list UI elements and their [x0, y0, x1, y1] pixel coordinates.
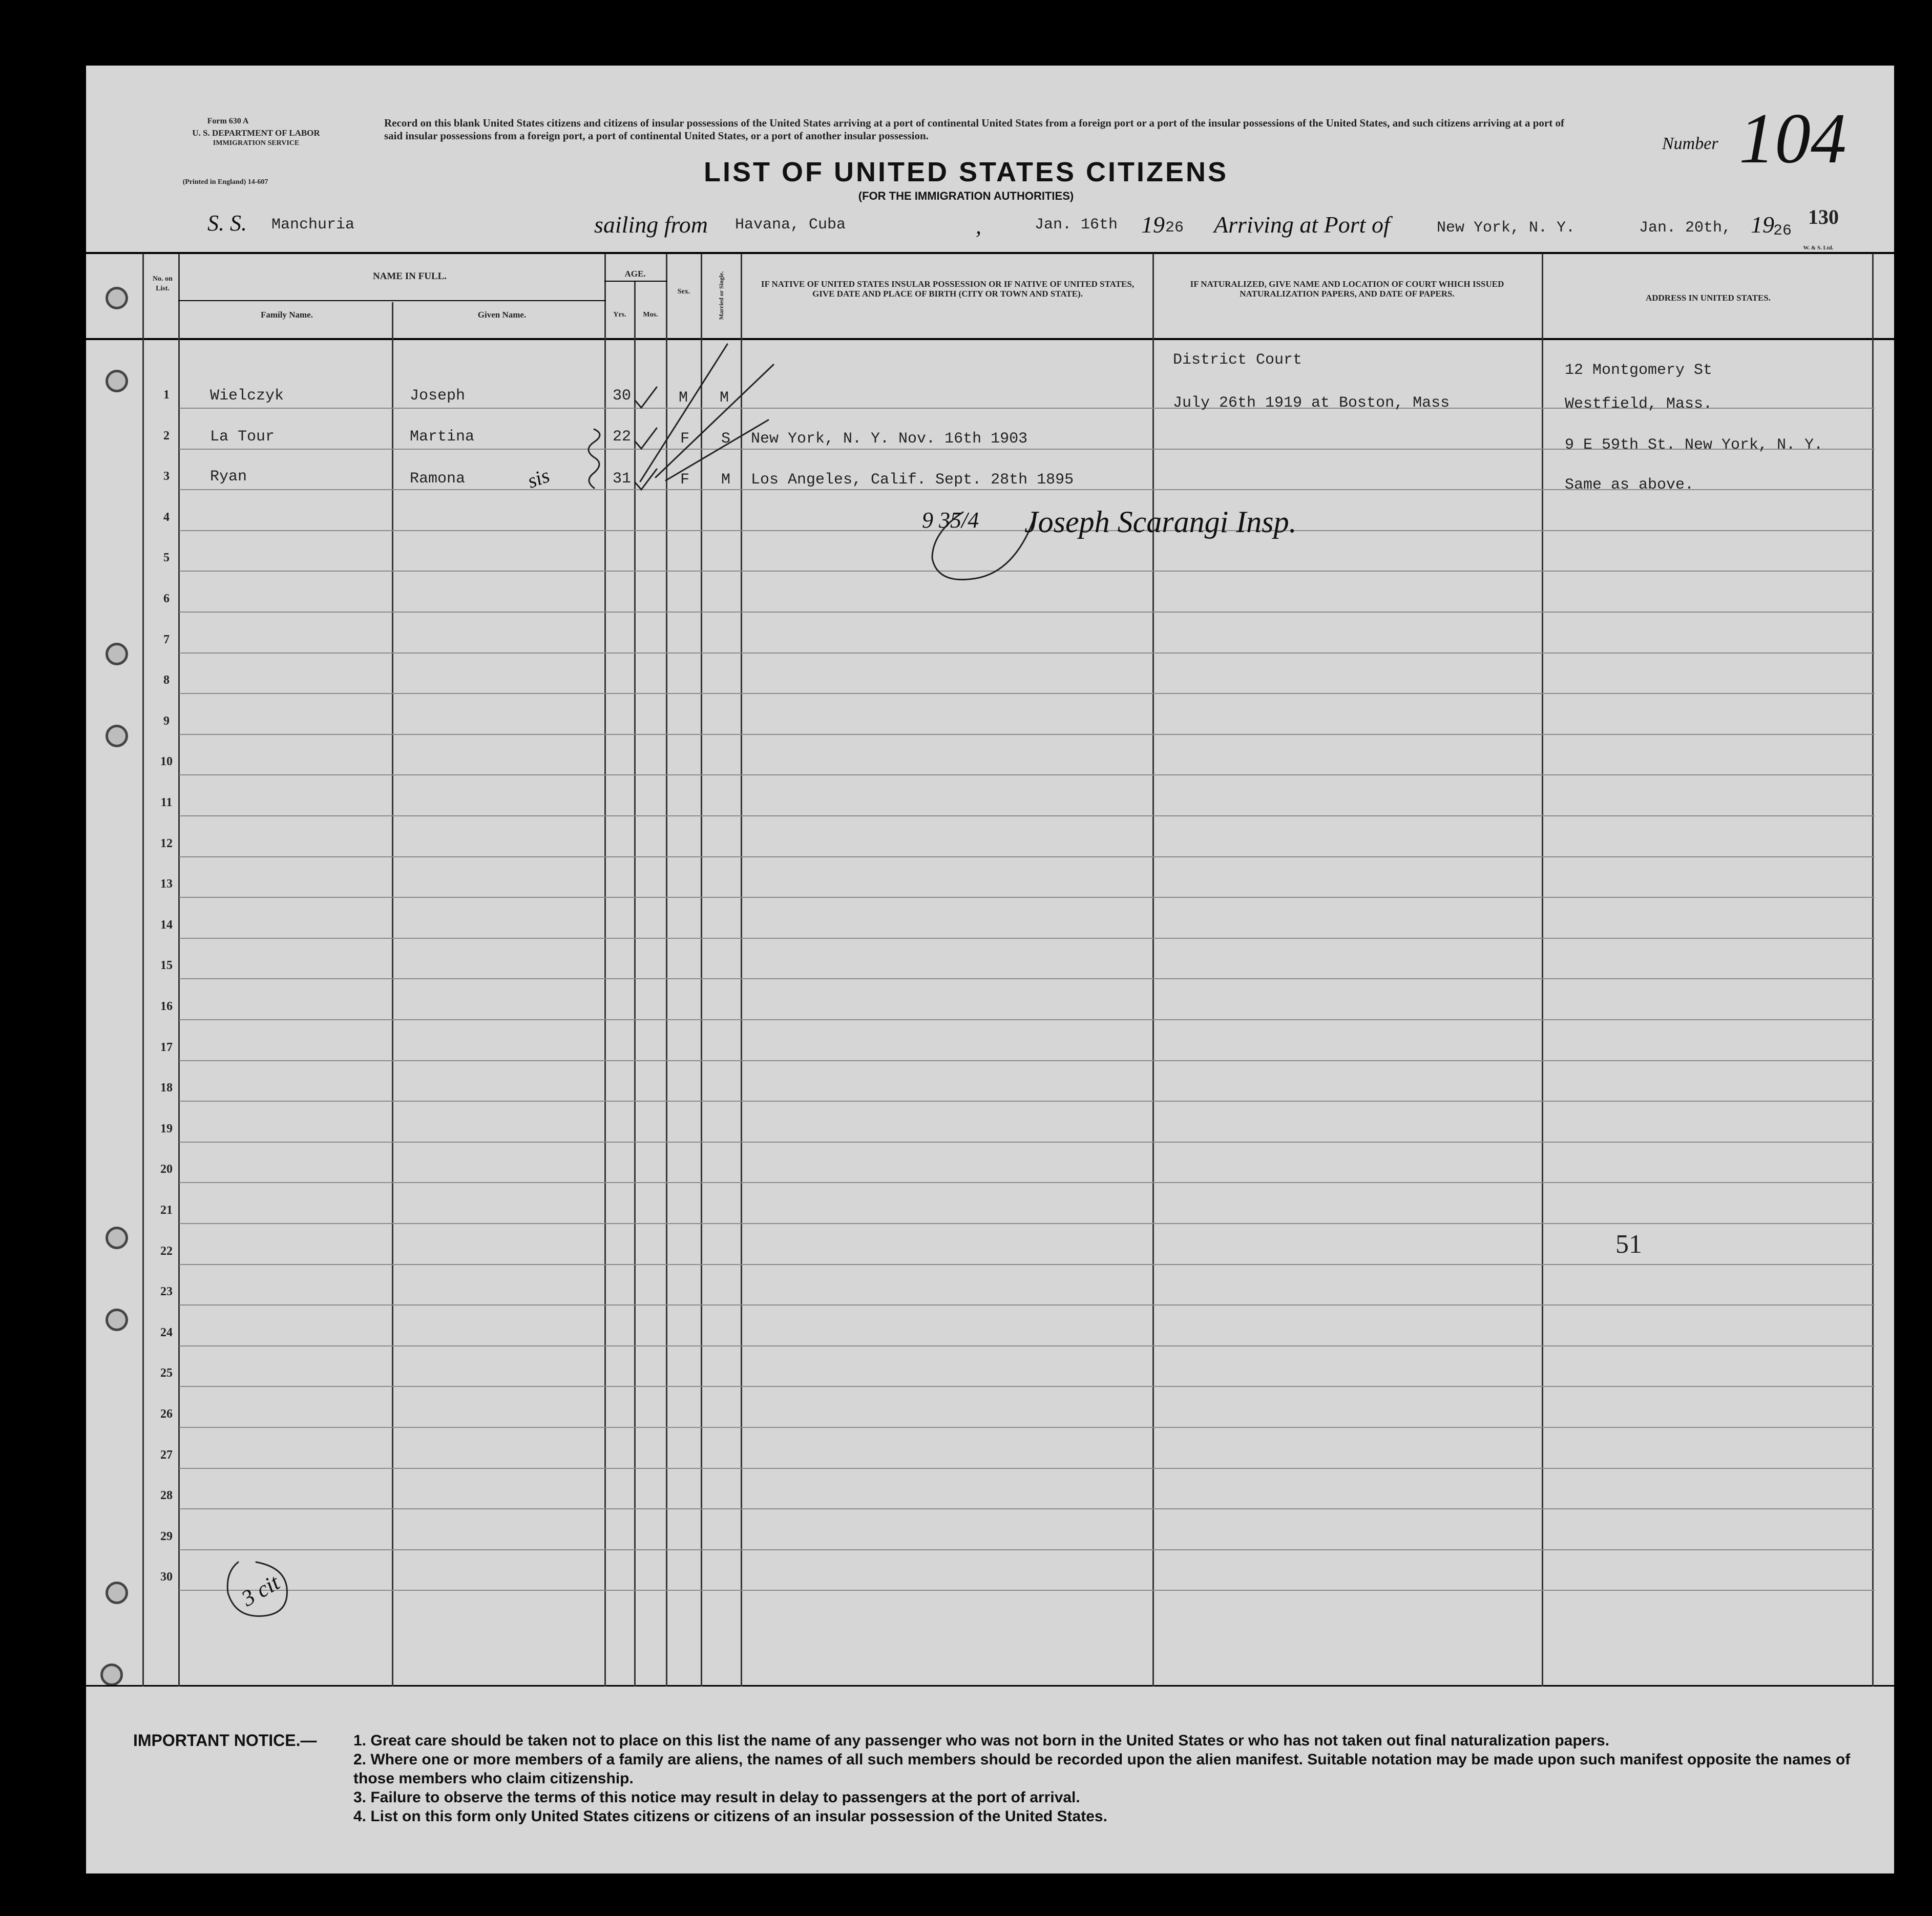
entry-1-yrs: 30: [613, 387, 632, 405]
row-number: 11: [160, 796, 173, 809]
row-number: 18: [160, 1081, 173, 1094]
ss-label: S. S.: [207, 210, 247, 236]
row-number: 3: [163, 470, 170, 483]
arrive-year: 26: [1773, 222, 1792, 240]
department: U. S. DEPARTMENT OF LABOR: [192, 128, 320, 138]
entry-1-married: M: [720, 389, 729, 407]
row-number: 13: [160, 877, 173, 891]
entry-3-given: Ramona: [410, 470, 466, 488]
col-header-given-name: Given Name.: [477, 310, 527, 320]
depart-year-prefix: 19: [1141, 212, 1165, 238]
row-number: 7: [163, 633, 170, 646]
entry-1-address-line1: 12 Montgomery St: [1565, 362, 1713, 379]
arrival-port: New York, N. Y.: [1437, 219, 1576, 237]
comma: ,: [976, 214, 981, 239]
row-number: 20: [160, 1163, 173, 1176]
col-header-address: ADDRESS IN UNITED STATES.: [1645, 293, 1771, 303]
instruction-text: Record on this blank United States citizens and citizens of insular possessions of the United States arriving at a port of continental United States from a foreign port or a port of the insular possessions of the United States, and such citizens arriving at a port of said insular possessions from a foreign port, a port of continental United States, or a port of another insular possession.: [384, 117, 1564, 142]
entry-3-yrs: 31: [613, 470, 632, 488]
entry-2-sex: F: [680, 430, 690, 448]
entry-2-married: S: [721, 430, 731, 448]
circled-note: 3 cit: [237, 1570, 284, 1611]
inspector-time: 9 35/4: [922, 508, 979, 533]
notice-item-3: 3. Failure to observe the terms of this notice may result in delay to passengers at the port of arrival.: [353, 1789, 1080, 1806]
row-number: 17: [160, 1041, 173, 1054]
sis-note: sis: [524, 464, 553, 493]
row-number: 26: [160, 1407, 173, 1421]
entry-2-family: La Tour: [210, 428, 275, 446]
notice-heading: IMPORTANT NOTICE.—: [133, 1731, 317, 1750]
row-number: 12: [160, 837, 173, 850]
row-number: 1: [163, 388, 170, 402]
row-number: 2: [163, 429, 170, 443]
col-header-married: Married or Single.: [718, 271, 725, 320]
row-number: 4: [163, 511, 170, 524]
col-header-naturalized: IF NATURALIZED, GIVE NAME AND LOCATION OF COURT WHICH ISSUED NATURALIZATION PAPERS, AND DATE OF PAPERS.: [1190, 279, 1504, 299]
number-label: Number: [1662, 134, 1718, 153]
entry-1-address-line2: Westfield, Mass.: [1565, 395, 1713, 413]
col-header-no: No. on List.: [153, 275, 173, 292]
depart-year: 26: [1165, 219, 1184, 237]
col-header-yrs: Yrs.: [613, 311, 626, 319]
col-header-sex: Sex.: [677, 288, 690, 296]
entry-1-sex: M: [679, 389, 688, 407]
row-number: 9: [163, 714, 170, 728]
row-number: 23: [160, 1285, 173, 1298]
form-number: Form 630 A: [207, 117, 249, 125]
row-number: 15: [160, 959, 173, 972]
service: IMMIGRATION SERVICE: [213, 139, 300, 147]
page-subtitle: (FOR THE IMMIGRATION AUTHORITIES): [858, 190, 1074, 202]
arrive-year-prefix: 19: [1751, 212, 1774, 238]
col-header-native: IF NATIVE OF UNITED STATES INSULAR POSSESSION OR IF NATIVE OF UNITED STATES, GIVE DATE AND PLACE OF BIRTH (CITY OR TOWN AND STATE).: [761, 279, 1135, 299]
notice-item-4: 4. List on this form only United States citizens or citizens of an insular possession of the United States.: [353, 1808, 1107, 1825]
count-51: 51: [1615, 1230, 1642, 1259]
entry-3-family: Ryan: [210, 468, 247, 486]
row-number: 28: [160, 1489, 173, 1502]
row-number: 14: [160, 918, 173, 932]
row-number: 5: [163, 551, 170, 564]
entry-2-given: Martina: [410, 428, 475, 446]
depart-port: Havana, Cuba: [735, 216, 846, 234]
page-number: 130: [1808, 205, 1839, 228]
entry-1-given: Joseph: [410, 387, 466, 405]
col-header-mos: Mos.: [643, 311, 658, 319]
page-title: LIST OF UNITED STATES CITIZENS: [704, 157, 1228, 187]
sailing-label: sailing from: [594, 212, 708, 238]
row-number: 30: [160, 1570, 173, 1584]
row-number: 29: [160, 1530, 173, 1543]
entry-3-address: Same as above.: [1565, 476, 1694, 494]
row-number: 25: [160, 1366, 173, 1380]
row-number: 16: [160, 1000, 173, 1013]
entry-1-court-date: July 26th 1919 at Boston, Mass: [1173, 394, 1450, 412]
entry-3-married: M: [721, 471, 731, 489]
row-number: 24: [160, 1326, 173, 1339]
notice-item-1: 1. Great care should be taken not to place on this list the name of any passenger who was not born in the United States or who has not taken out final naturalization papers.: [353, 1732, 1610, 1749]
notice-item-2: 2. Where one or more members of a family are aliens, the names of all such members should be recorded upon the alien manifest. Suitable notation may be made upon such manifest opposite the names of those members who claim citizenship.: [353, 1751, 1851, 1787]
col-header-name: NAME IN FULL.: [372, 271, 447, 282]
row-number: 22: [160, 1245, 173, 1258]
col-header-family-name: Family Name.: [261, 310, 313, 320]
entry-2-yrs: 22: [613, 428, 632, 446]
row-number: 10: [160, 755, 173, 768]
row-number: 6: [163, 592, 170, 605]
entry-3-birth: Los Angeles, Calif. Sept. 28th 1895: [751, 471, 1074, 489]
row-number: 21: [160, 1204, 173, 1217]
col-header-age: AGE.: [624, 269, 646, 279]
ship-name: Manchuria: [271, 216, 355, 234]
printer-mark: W. & S. Ltd.: [1803, 245, 1834, 251]
entry-1-family: Wielczyk: [210, 387, 284, 405]
printed-note: (Printed in England) 14-607: [182, 178, 268, 186]
inspector-signature: Joseph Scarangi Insp.: [1024, 505, 1297, 539]
row-number: 19: [160, 1122, 173, 1135]
entry-2-address: 9 E 59th St. New York, N. Y.: [1565, 436, 1823, 454]
number-value: 104: [1739, 99, 1846, 178]
depart-date: Jan. 16th: [1035, 216, 1118, 234]
entry-3-sex: F: [680, 471, 690, 489]
row-number: 27: [160, 1448, 173, 1462]
arrival-date: Jan. 20th,: [1639, 219, 1732, 237]
important-notice: [133, 1731, 1854, 1826]
entry-1-court-name: District Court: [1173, 351, 1303, 369]
arriving-label: Arriving at Port of: [1214, 212, 1390, 238]
entry-2-birth: New York, N. Y. Nov. 16th 1903: [751, 430, 1028, 448]
row-number: 8: [163, 673, 170, 687]
